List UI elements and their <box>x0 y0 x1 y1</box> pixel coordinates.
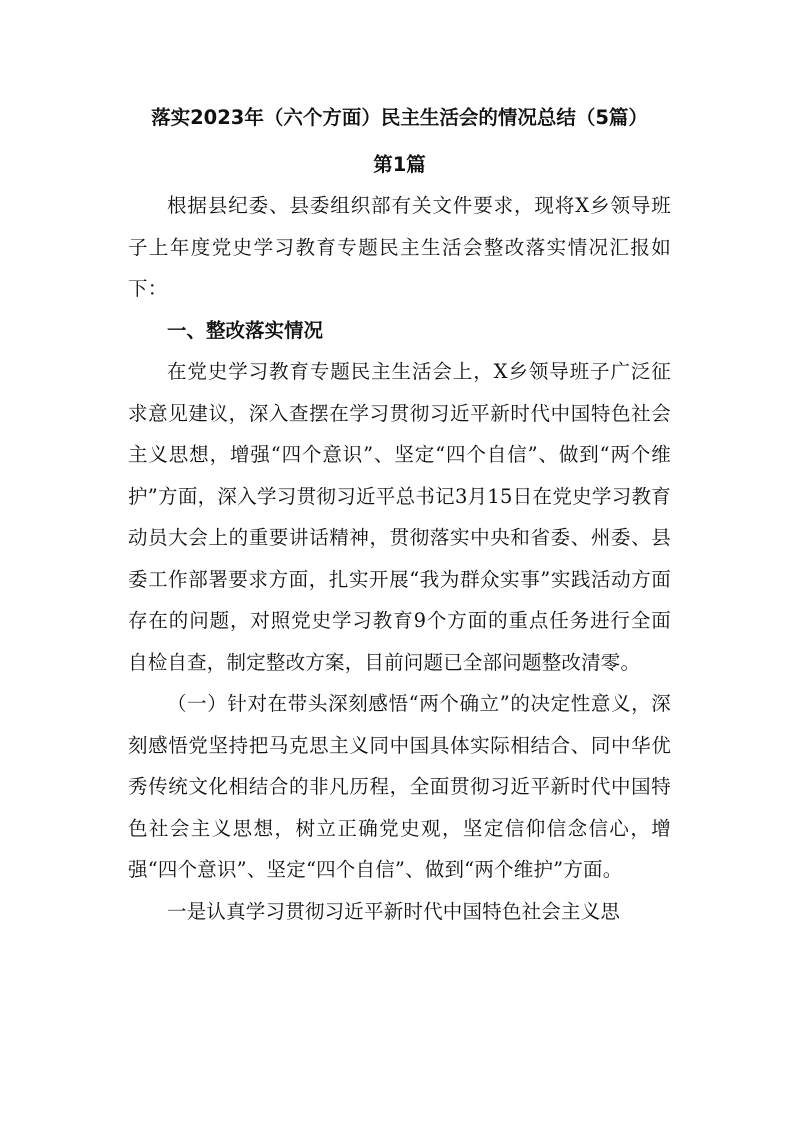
document-body <box>128 98 671 932</box>
body-paragraph-3: 一是认真学习贯彻习近平新时代中国特色社会主义思 <box>167 899 621 923</box>
document-title: 落实2023年（六个方面）民主生活会的情况总结（5篇） <box>151 106 648 129</box>
section-heading-1: 一、整改落实情况 <box>167 318 324 342</box>
body-paragraph-1: 在党史学习教育专题民主生活会上，X乡领导班子广泛征求意见建议，深入查摆在学习贯彻习近平新时代中国特色社会主义思想，增强“四个意识”、坚定“四个自信”、做到“两个维护”方面，深入学习贯彻习近平总书记3月15日在党史学习教育动员大会上的重要讲话精神，贯彻落实中央和省委、州委、县委工作部署要求方面，扎实开展“我为群众实事”实践活动方面存在的问题，对照党史学习教育9个方面的重点任务进行全面自检自查，制定整改方案，目前问题已全部问题整改清零。 <box>128 360 671 674</box>
intro-paragraph: 根据县纪委、县委组织部有关文件要求，现将X乡领导班子上年度党史学习教育专题民主生活会整改落实情况汇报如下： <box>128 194 671 300</box>
document-subtitle: 第1篇 <box>373 153 426 176</box>
body-paragraph-2: （一）针对在带头深刻感悟“两个确立”的决定性意义，深刻感悟党坚持把马克思主义同中国具体实际相结合、同中华优秀传统文化相结合的非凡历程，全面贯彻习近平新时代中国特色社会主义思想，树立正确党史观，坚定信仰信念信心，增强“四个意识”、坚定“四个自信”、做到“两个维护”方面。 <box>128 692 671 881</box>
